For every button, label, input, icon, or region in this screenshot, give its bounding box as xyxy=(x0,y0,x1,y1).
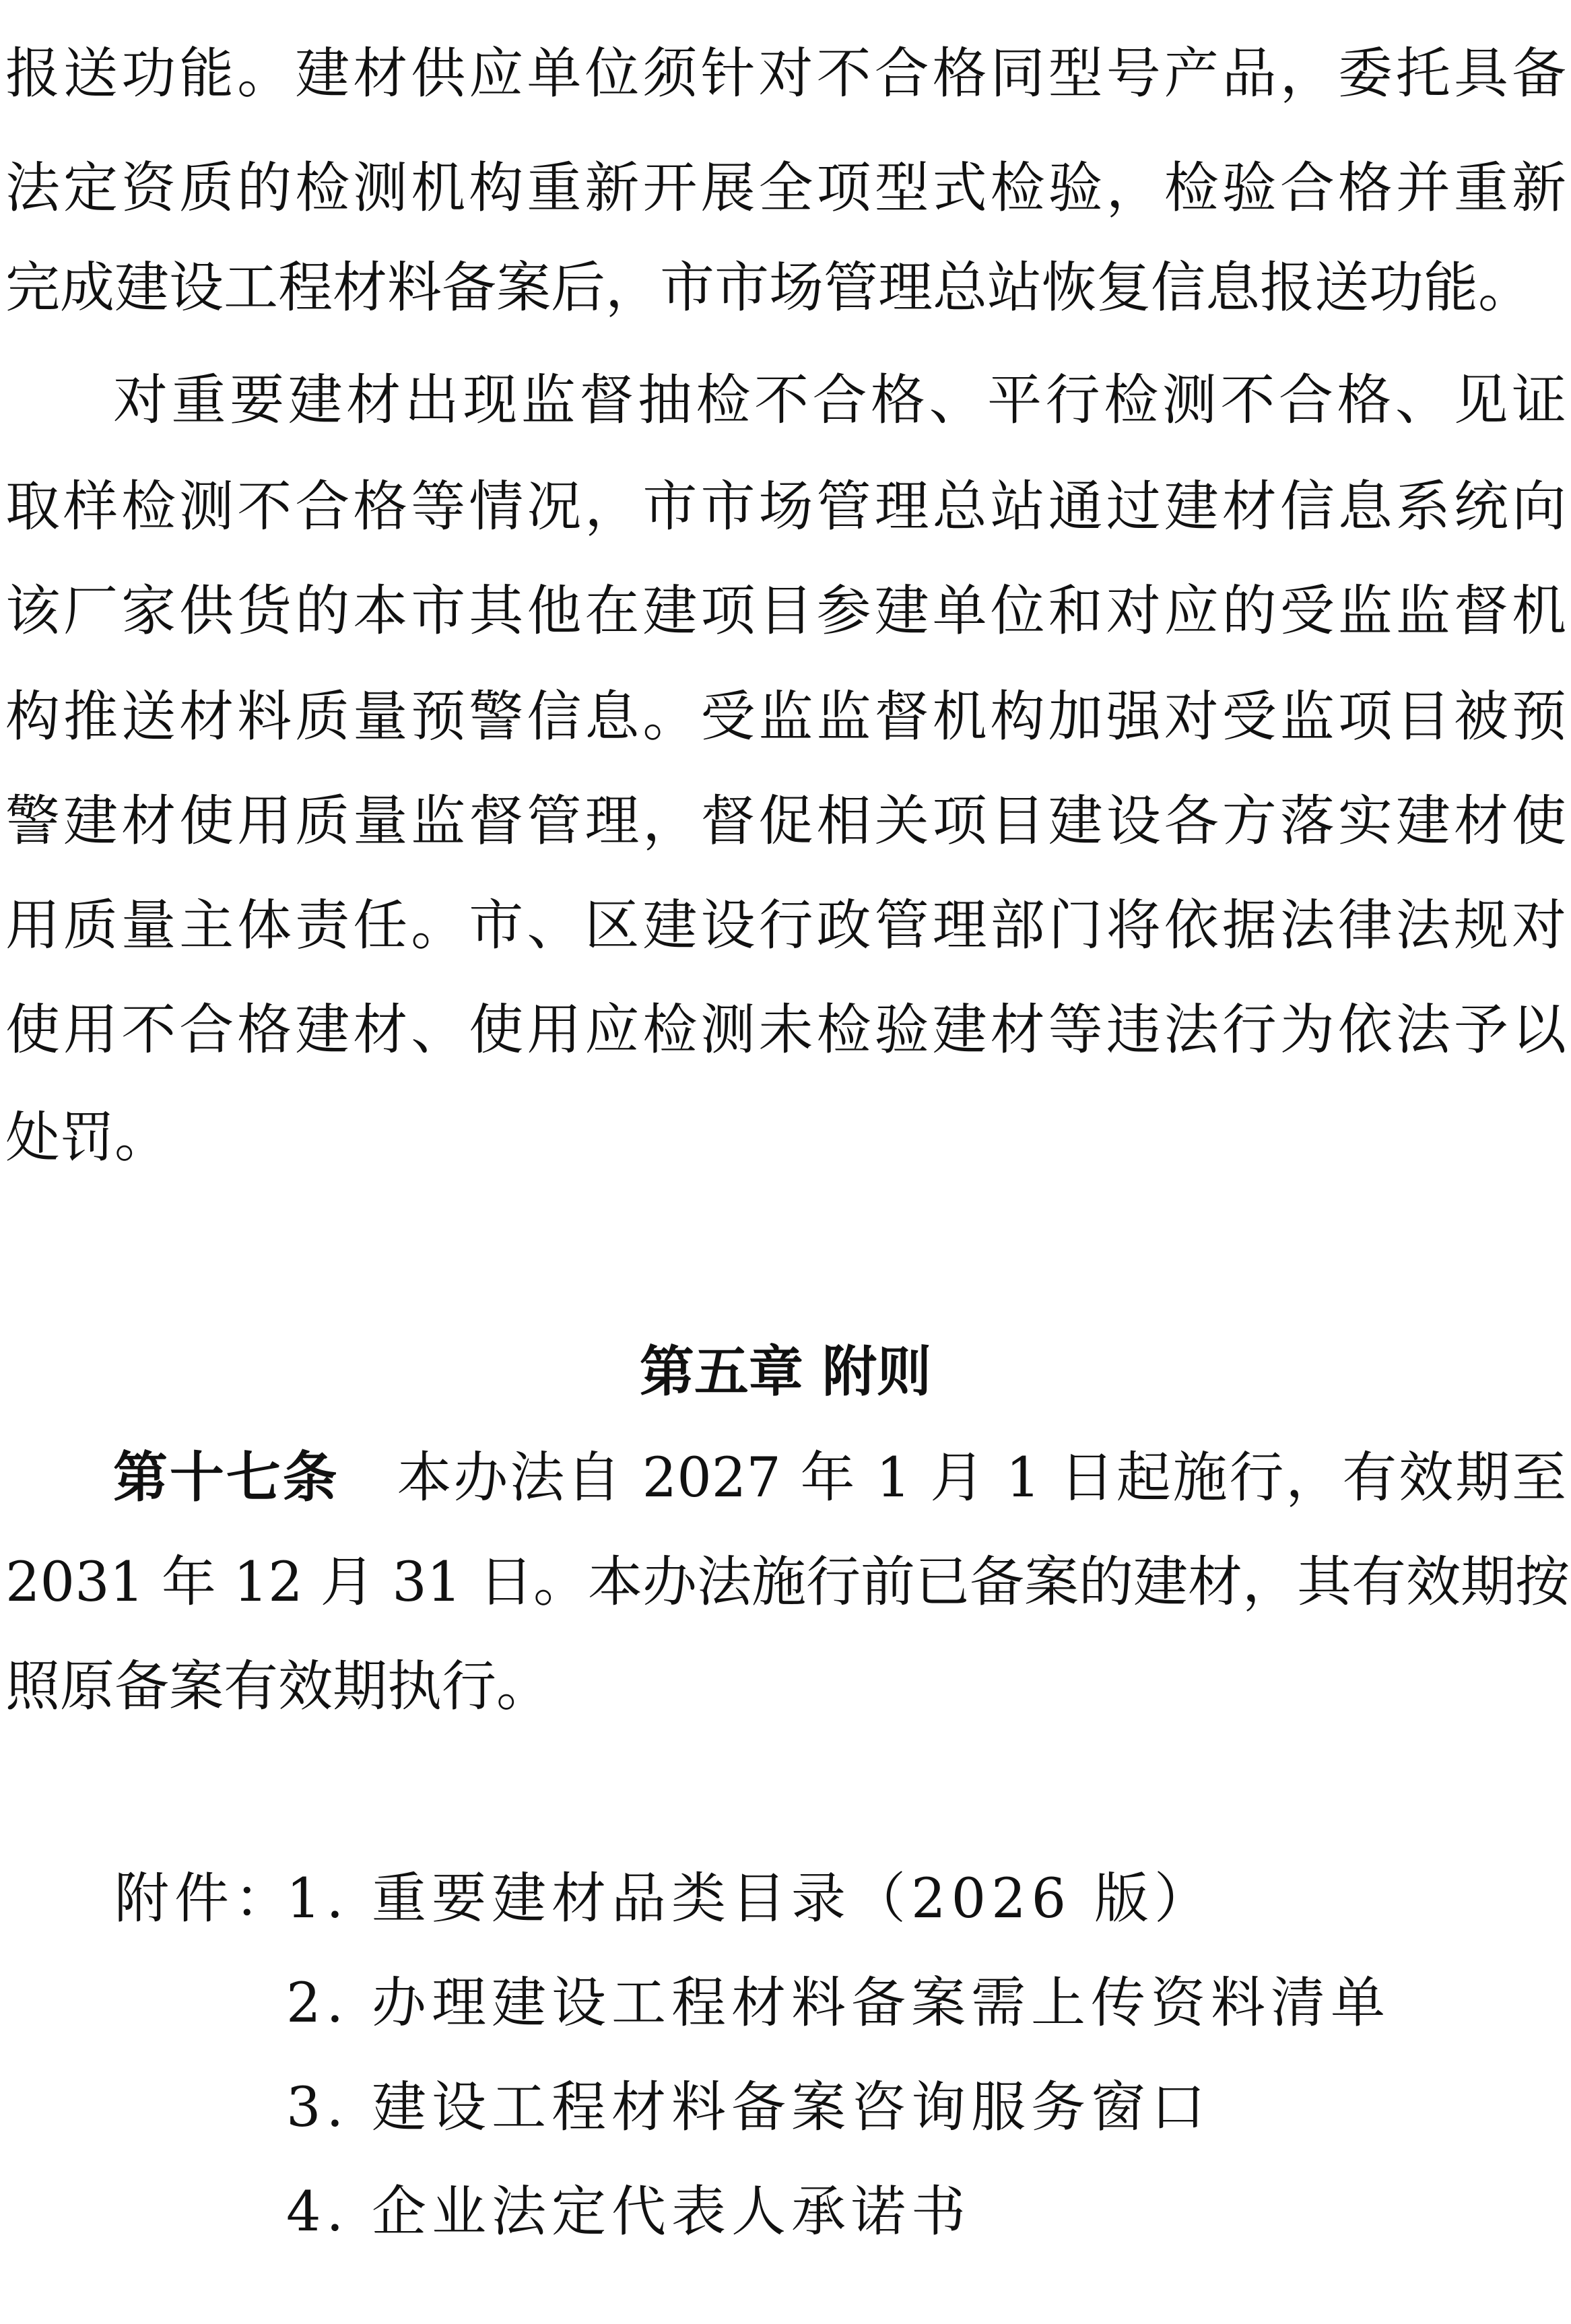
attachments-label: 附件： xyxy=(114,1867,295,1931)
attachment-item-4: 4. 企业法定代表人承诺书 xyxy=(286,2181,972,2244)
paragraph-2-line-4: 构推送材料质量预警信息。受监监督机构加强对受监项目被预 xyxy=(5,686,1566,749)
attachment-item-1: 1. 重要建材品类目录（2026 版） xyxy=(286,1867,1214,1931)
article-17-line-1 xyxy=(113,1445,1566,1512)
paragraph-2-line-8: 处罚。 xyxy=(5,1106,170,1170)
paragraph-1-line-1: 报送功能。建材供应单位须针对不合格同型号产品，委托具备 xyxy=(5,42,1566,106)
article-17-label: 第十七条 xyxy=(113,1447,339,1510)
paragraph-1-line-2: 法定资质的检测机构重新开展全项型式检验，检验合格并重新 xyxy=(5,157,1566,220)
article-17-line-3: 照原备案有效期执行。 xyxy=(5,1655,551,1719)
chapter-title: 第五章 附则 xyxy=(639,1341,932,1404)
paragraph-2-line-7: 使用不合格建材、使用应检测未检验建材等违法行为依法予以 xyxy=(5,999,1566,1062)
paragraph-2-line-5: 警建材使用质量监督管理，督促相关项目建设各方落实建材使 xyxy=(5,790,1566,853)
paragraph-2-line-6: 用质量主体责任。市、区建设行政管理部门将依据法律法规对 xyxy=(5,894,1566,958)
attachment-item-2: 2. 办理建设工程材料备案需上传资料清单 xyxy=(286,1972,1391,2035)
paragraph-1-line-3: 完成建设工程材料备案后，市市场管理总站恢复信息报送功能。 xyxy=(5,257,1533,320)
paragraph-2-line-2: 取样检测不合格等情况，市市场管理总站通过建材信息系统向 xyxy=(5,475,1566,539)
attachment-item-3: 3. 建设工程材料备案咨询服务窗口 xyxy=(286,2076,1211,2139)
paragraph-2-line-3: 该厂家供货的本市其他在建项目参建单位和对应的受监监督机 xyxy=(5,580,1566,643)
paragraph-2-line-1: 对重要建材出现监督抽检不合格、平行检测不合格、见证 xyxy=(113,369,1566,432)
article-17-line-2: 2031 年 12 月 31 日。本办法施行前已备案的建材，其有效期按 xyxy=(5,1551,1570,1614)
article-17-line-1-text: 本办法自 2027 年 1 月 1 日起施行，有效期至 xyxy=(397,1447,1566,1510)
